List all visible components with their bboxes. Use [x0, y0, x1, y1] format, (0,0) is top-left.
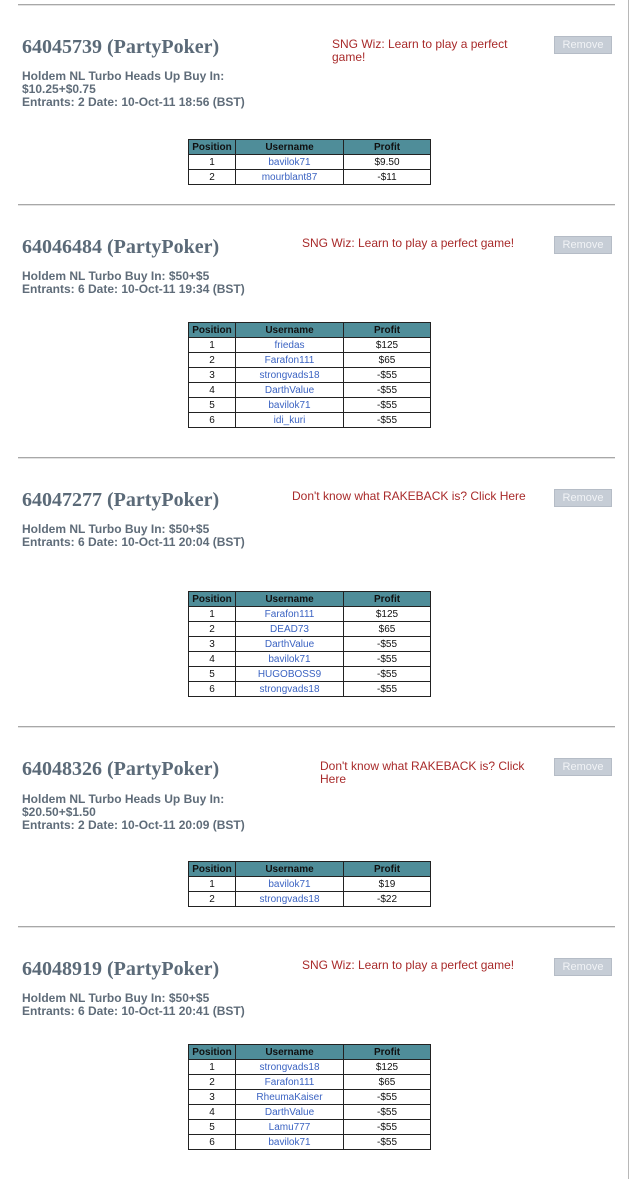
username-link[interactable]: Farafon111	[236, 1075, 344, 1090]
position-cell: 5	[189, 667, 236, 682]
separator	[18, 204, 615, 205]
table-row	[189, 637, 431, 652]
separator	[18, 457, 615, 458]
username-link[interactable]: HUGOBOSS9	[236, 667, 344, 682]
profit-cell: -$55	[344, 1090, 431, 1105]
profit-cell: $125	[344, 607, 431, 622]
table-header-row	[189, 1045, 431, 1060]
remove-button[interactable]: Remove	[554, 758, 612, 776]
profit-cell: -$55	[344, 1135, 431, 1150]
remove-button[interactable]: Remove	[554, 236, 612, 254]
username-link[interactable]: bavilok71	[236, 155, 344, 170]
position-cell: 2	[189, 1075, 236, 1090]
results-table	[188, 139, 431, 185]
position-header: Position	[189, 862, 236, 877]
table-row	[189, 353, 431, 368]
entrants-date: Entrants: 6 Date: 10-Oct-11 20:04 (BST)	[22, 535, 245, 549]
profit-cell: -$55	[344, 383, 431, 398]
username-link[interactable]: strongvads18	[236, 682, 344, 697]
separator	[18, 726, 615, 727]
profit-cell: $125	[344, 1060, 431, 1075]
profit-cell: -$11	[344, 170, 431, 185]
username-link[interactable]: bavilok71	[236, 1135, 344, 1150]
username-link[interactable]: DarthValue	[236, 1105, 344, 1120]
table-row	[189, 607, 431, 622]
position-cell: 6	[189, 1135, 236, 1150]
game-type: Holdem NL Turbo Heads Up Buy In: $10.25+$0.75	[22, 69, 225, 96]
username-link[interactable]: strongvads18	[236, 368, 344, 383]
tournament-title: 64048326 (PartyPoker)	[22, 758, 220, 780]
table-row	[189, 170, 431, 185]
entrants-date: Entrants: 2 Date: 10-Oct-11 20:09 (BST)	[22, 818, 245, 832]
username-link[interactable]: Farafon111	[236, 353, 344, 368]
tournament-info	[22, 70, 292, 109]
table-row	[189, 667, 431, 682]
table-header-row	[189, 323, 431, 338]
table-row	[189, 1090, 431, 1105]
game-type: Holdem NL Turbo Heads Up Buy In: $20.50+$1.50	[22, 792, 225, 819]
table-row	[189, 338, 431, 353]
position-cell: 6	[189, 413, 236, 428]
profit-cell: $65	[344, 622, 431, 637]
remove-button[interactable]: Remove	[554, 36, 612, 54]
position-cell: 1	[189, 155, 236, 170]
game-type: Holdem NL Turbo Buy In: $50+$5	[22, 991, 210, 1005]
results-table	[188, 1044, 431, 1150]
username-link[interactable]: strongvads18	[236, 1060, 344, 1075]
profit-cell: -$55	[344, 413, 431, 428]
position-header: Position	[189, 323, 236, 338]
username-link[interactable]: DarthValue	[236, 383, 344, 398]
table-row	[189, 682, 431, 697]
results-table	[188, 322, 431, 428]
ad-link[interactable]: SNG Wiz: Learn to play a perfect game!	[302, 236, 515, 250]
table-row	[189, 1135, 431, 1150]
tournament-title: 64047277 (PartyPoker)	[22, 489, 220, 511]
position-cell: 4	[189, 652, 236, 667]
position-cell: 2	[189, 892, 236, 907]
position-cell: 5	[189, 398, 236, 413]
username-link[interactable]: Farafon111	[236, 607, 344, 622]
table-header-row	[189, 140, 431, 155]
table-row	[189, 398, 431, 413]
position-cell: 3	[189, 637, 236, 652]
table-row	[189, 1060, 431, 1075]
ad-link[interactable]: SNG Wiz: Learn to play a perfect game!	[302, 958, 515, 972]
username-link[interactable]: bavilok71	[236, 398, 344, 413]
profit-cell: -$55	[344, 682, 431, 697]
position-cell: 1	[189, 338, 236, 353]
username-link[interactable]: bavilok71	[236, 652, 344, 667]
remove-button[interactable]: Remove	[554, 489, 612, 507]
username-link[interactable]: friedas	[236, 338, 344, 353]
username-link[interactable]: RheumaKaiser	[236, 1090, 344, 1105]
username-header: Username	[236, 140, 344, 155]
table-row	[189, 1075, 431, 1090]
entrants-date: Entrants: 6 Date: 10-Oct-11 19:34 (BST)	[22, 282, 245, 296]
table-row	[189, 413, 431, 428]
game-type: Holdem NL Turbo Buy In: $50+$5	[22, 522, 210, 536]
profit-cell: -$22	[344, 892, 431, 907]
entrants-date: Entrants: 6 Date: 10-Oct-11 20:41 (BST)	[22, 1004, 245, 1018]
profit-cell: -$55	[344, 667, 431, 682]
profit-cell: -$55	[344, 368, 431, 383]
username-link[interactable]: idi_kuri	[236, 413, 344, 428]
username-link[interactable]: mourblant87	[236, 170, 344, 185]
table-row	[189, 368, 431, 383]
profit-header: Profit	[344, 323, 431, 338]
table-row	[189, 877, 431, 892]
username-link[interactable]: DarthValue	[236, 637, 344, 652]
table-header-row	[189, 592, 431, 607]
table-row	[189, 1105, 431, 1120]
profit-cell: $65	[344, 353, 431, 368]
ad-link[interactable]: Don't know what RAKEBACK is? Click Here	[320, 759, 525, 786]
tournament-title: 64046484 (PartyPoker)	[22, 236, 220, 258]
position-cell: 1	[189, 877, 236, 892]
position-cell: 4	[189, 383, 236, 398]
position-header: Position	[189, 1045, 236, 1060]
position-header: Position	[189, 592, 236, 607]
profit-cell: -$55	[344, 1105, 431, 1120]
table-row	[189, 652, 431, 667]
profit-header: Profit	[344, 1045, 431, 1060]
profit-cell: $19	[344, 877, 431, 892]
table-row	[189, 155, 431, 170]
username-header: Username	[236, 592, 344, 607]
position-cell: 1	[189, 1060, 236, 1075]
profit-cell: -$55	[344, 637, 431, 652]
username-link[interactable]: Lamu777	[236, 1120, 344, 1135]
separator	[18, 4, 615, 5]
position-cell: 2	[189, 353, 236, 368]
position-cell: 5	[189, 1120, 236, 1135]
profit-cell: -$55	[344, 652, 431, 667]
profit-cell: $125	[344, 338, 431, 353]
username-link[interactable]: bavilok71	[236, 877, 344, 892]
table-row	[189, 1120, 431, 1135]
username-header: Username	[236, 862, 344, 877]
entrants-date: Entrants: 2 Date: 10-Oct-11 18:56 (BST)	[22, 95, 245, 109]
remove-button[interactable]: Remove	[554, 958, 612, 976]
position-cell: 3	[189, 368, 236, 383]
position-cell: 2	[189, 622, 236, 637]
separator	[18, 926, 615, 927]
results-table	[188, 591, 431, 697]
table-row	[189, 383, 431, 398]
tournament-info	[22, 992, 292, 1018]
ad-link[interactable]: SNG Wiz: Learn to play a perfect game!	[332, 37, 508, 64]
position-cell: 4	[189, 1105, 236, 1120]
profit-cell: -$55	[344, 398, 431, 413]
game-type: Holdem NL Turbo Buy In: $50+$5	[22, 269, 210, 283]
profit-cell: $9.50	[344, 155, 431, 170]
profit-cell: $65	[344, 1075, 431, 1090]
tournament-title: 64045739 (PartyPoker)	[22, 36, 220, 58]
tournament-info	[22, 270, 292, 296]
position-cell: 6	[189, 682, 236, 697]
ad-link[interactable]: Don't know what RAKEBACK is? Click Here	[292, 489, 526, 503]
results-table	[188, 861, 431, 907]
tournament-info	[22, 523, 287, 549]
table-row	[189, 622, 431, 637]
username-link[interactable]: DEAD73	[236, 622, 344, 637]
position-cell: 3	[189, 1090, 236, 1105]
table-header-row	[189, 862, 431, 877]
tournament-title: 64048919 (PartyPoker)	[22, 958, 220, 980]
position-cell: 2	[189, 170, 236, 185]
profit-cell: -$55	[344, 1120, 431, 1135]
position-header: Position	[189, 140, 236, 155]
username-header: Username	[236, 323, 344, 338]
username-header: Username	[236, 1045, 344, 1060]
username-link[interactable]: strongvads18	[236, 892, 344, 907]
tournament-info	[22, 793, 292, 832]
table-row	[189, 892, 431, 907]
profit-header: Profit	[344, 862, 431, 877]
position-cell: 1	[189, 607, 236, 622]
profit-header: Profit	[344, 592, 431, 607]
profit-header: Profit	[344, 140, 431, 155]
